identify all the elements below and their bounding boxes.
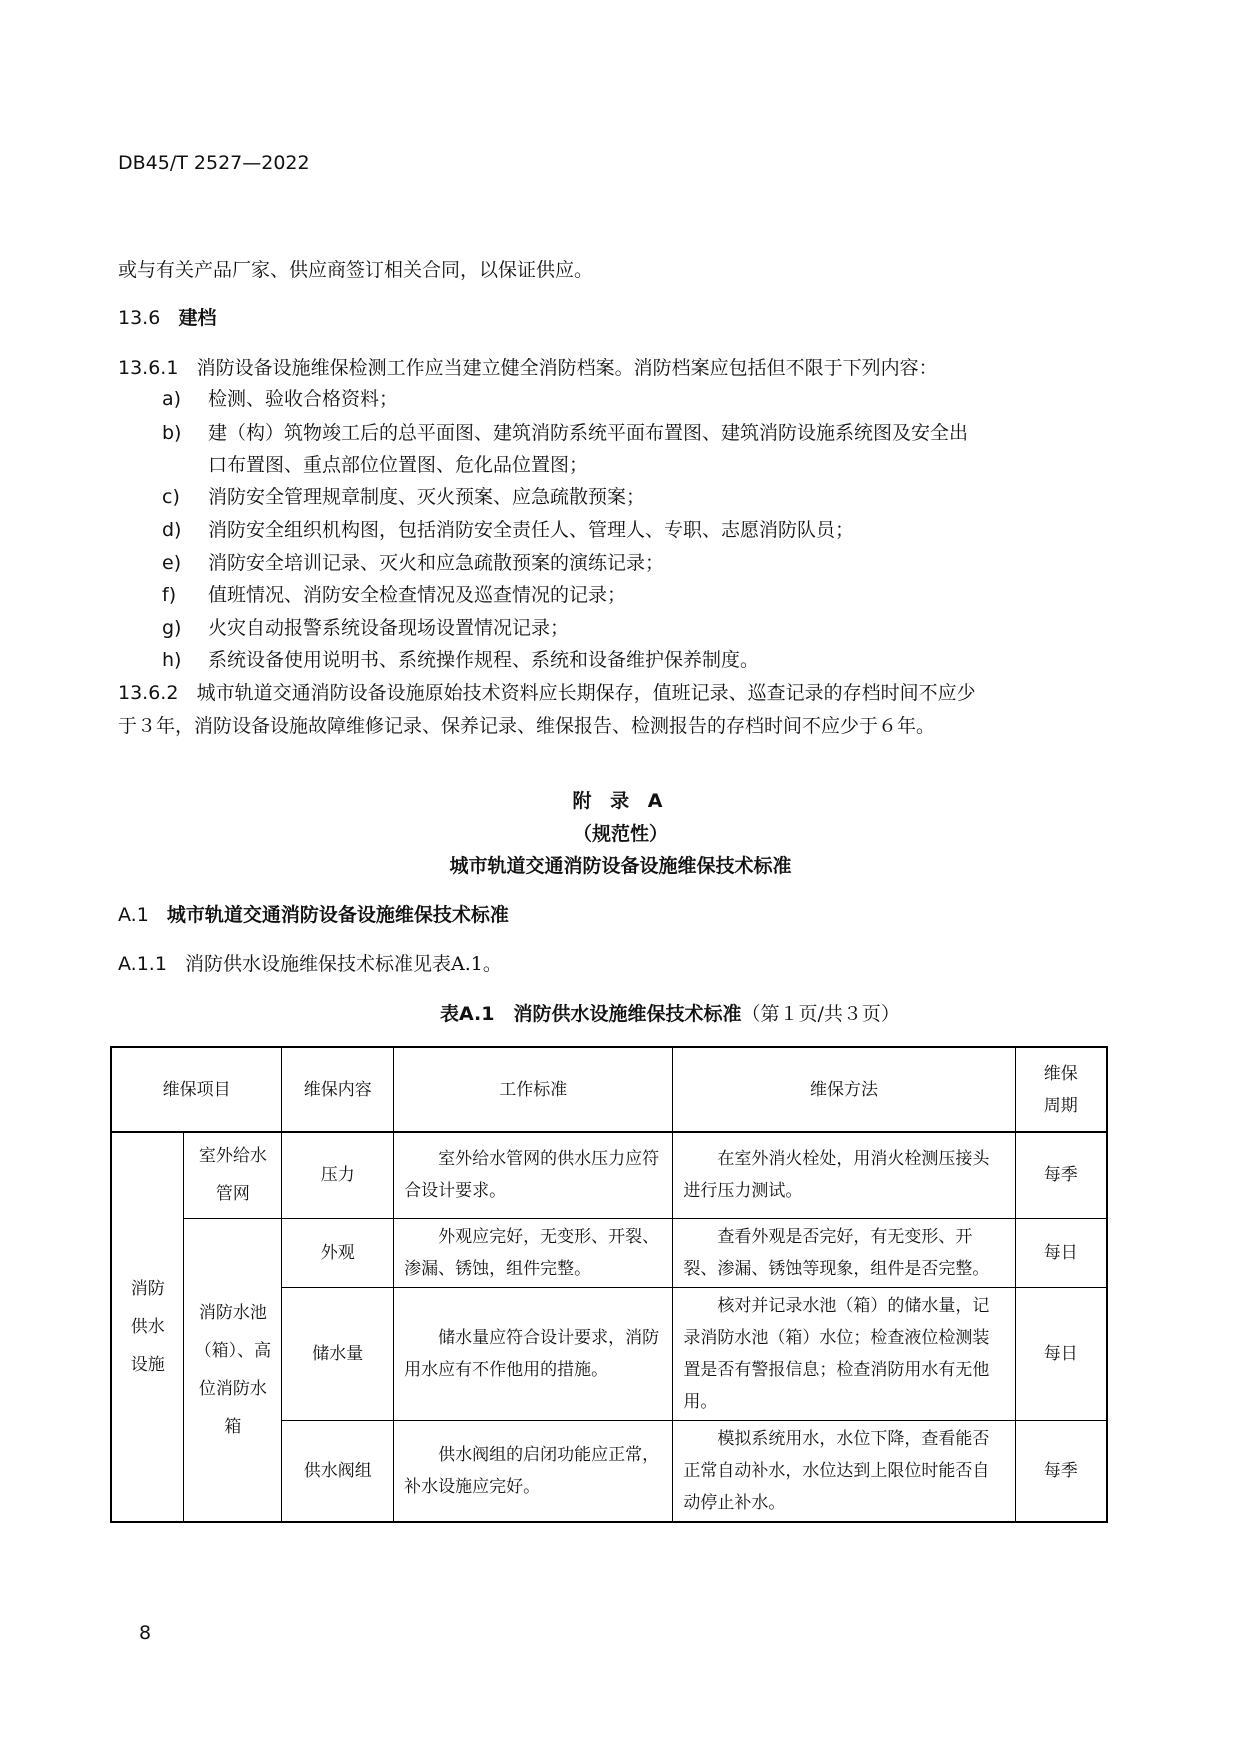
clause-number: 13.6.1 bbox=[118, 357, 179, 379]
caption-pages: （第１页/共３页） bbox=[741, 1003, 900, 1025]
header-cell: 维保项目 bbox=[111, 1047, 282, 1132]
header-cell: 工作标准 bbox=[394, 1047, 673, 1132]
caption-title: 表A.1 消防供水设施维保技术标准 bbox=[440, 1003, 742, 1025]
clause-13-6-1 bbox=[118, 356, 938, 380]
clause-text-cont: 于３年，消防设备设施故障维修记录、保养记录、维保报告、检测报告的存档时间不应少于６年。 bbox=[118, 715, 936, 737]
list-item bbox=[162, 616, 569, 640]
clause-number: A.1.1 bbox=[118, 953, 167, 975]
list-text: 消防安全培训记录、灭火和应急疏散预案的演练记录； bbox=[208, 552, 665, 574]
clause-13-6-2 bbox=[118, 681, 976, 705]
list-text-cont: 口布置图、重点部位位置图、危化品位置图； bbox=[208, 454, 589, 476]
appendix-name: 城市轨道交通消防设备设施维保技术标准 bbox=[449, 855, 792, 877]
content-cell: 压力 bbox=[282, 1132, 394, 1218]
section-number: 13.6 bbox=[118, 307, 161, 329]
table-row bbox=[111, 1218, 1107, 1287]
list-item bbox=[162, 421, 968, 445]
table-row bbox=[111, 1132, 1107, 1218]
header-cell: 维保周期 bbox=[1015, 1047, 1107, 1132]
list-marker: h) bbox=[162, 649, 182, 671]
method-cell: 模拟系统用水，水位下降，查看能否正常自动补水，水位达到上限位时能否自动停止补水。 bbox=[673, 1420, 1015, 1522]
table-caption bbox=[440, 1002, 900, 1026]
clause-text: 消防供水设施维保技术标准见表A.1。 bbox=[185, 953, 502, 975]
list-item bbox=[162, 387, 398, 411]
content-cell: 储水量 bbox=[282, 1287, 394, 1420]
clause-number: 13.6.2 bbox=[118, 682, 179, 704]
list-marker: a) bbox=[162, 388, 182, 410]
list-item bbox=[162, 583, 626, 607]
appendix-nature: （规范性） bbox=[572, 823, 668, 845]
list-marker: b) bbox=[162, 422, 182, 444]
section-title: 建档 bbox=[178, 307, 217, 329]
list-marker: g) bbox=[162, 617, 182, 639]
section-13-6-heading bbox=[118, 306, 216, 330]
list-item bbox=[162, 551, 664, 575]
list-marker: e) bbox=[162, 552, 182, 574]
table-header-row bbox=[111, 1047, 1107, 1132]
paragraph: 或与有关产品厂家、供应商签订相关合同，以保证供应。 bbox=[118, 259, 594, 281]
cycle-cell: 每季 bbox=[1015, 1420, 1107, 1522]
cycle-cell: 每日 bbox=[1015, 1218, 1107, 1287]
method-cell: 核对并记录水池（箱）的储水量，记录消防水池（箱）水位；检查液位检测装置是否有警报信息；检查消防用水有无他用。 bbox=[673, 1287, 1015, 1420]
standard-cell: 储水量应符合设计要求，消防用水应有不作他用的措施。 bbox=[394, 1287, 673, 1420]
list-text: 值班情况、消防安全检查情况及巡查情况的记录； bbox=[208, 584, 627, 606]
header-cell: 维保方法 bbox=[673, 1047, 1015, 1132]
group-cell: 消防供水设施 bbox=[111, 1132, 184, 1522]
list-text: 检测、验收合格资料； bbox=[208, 388, 399, 410]
list-marker: c) bbox=[162, 486, 180, 508]
content-cell: 供水阀组 bbox=[282, 1420, 394, 1522]
document-code: DB45/T 2527—2022 bbox=[118, 152, 310, 174]
section-title: 城市轨道交通消防设备设施维保技术标准 bbox=[166, 904, 509, 926]
clause-text: 城市轨道交通消防设备设施原始技术资料应长期保存，值班记录、巡查记录的存档时间不应少 bbox=[196, 682, 976, 704]
standard-cell: 外观应完好，无变形、开裂、渗漏、锈蚀，组件完整。 bbox=[394, 1218, 673, 1287]
list-text: 系统设备使用说明书、系统操作规程、系统和设备维护保养制度。 bbox=[208, 649, 760, 671]
header-cell: 维保内容 bbox=[282, 1047, 394, 1132]
cycle-cell: 每日 bbox=[1015, 1287, 1107, 1420]
list-marker: d) bbox=[162, 519, 182, 541]
list-text: 消防安全组织机构图，包括消防安全责任人、管理人、专职、志愿消防队员； bbox=[208, 519, 855, 541]
list-item bbox=[162, 485, 645, 509]
list-item bbox=[162, 648, 759, 672]
maintenance-table bbox=[110, 1046, 1108, 1523]
subgroup-cell: 室外给水管网 bbox=[184, 1132, 282, 1218]
clause-text: 消防设备设施维保检测工作应当建立健全消防档案。消防档案应包括但不限于下列内容： bbox=[196, 357, 938, 379]
standard-cell: 供水阀组的启闭功能应正常，补水设施应完好。 bbox=[394, 1420, 673, 1522]
list-text: 消防安全管理规章制度、灭火预案、应急疏散预案； bbox=[208, 486, 646, 508]
method-cell: 在室外消火栓处，用消火栓测压接头进行压力测试。 bbox=[673, 1132, 1015, 1218]
cycle-cell: 每季 bbox=[1015, 1132, 1107, 1218]
section-number: A.1 bbox=[118, 904, 149, 926]
list-item bbox=[162, 518, 854, 542]
subgroup-cell: 消防水池（箱）、高位消防水箱 bbox=[184, 1218, 282, 1522]
list-text: 建（构）筑物竣工后的总平面图、建筑消防系统平面布置图、建筑消防设施系统图及安全出 bbox=[208, 422, 969, 444]
list-text: 火灾自动报警系统设备现场设置情况记录； bbox=[208, 617, 570, 639]
content-cell: 外观 bbox=[282, 1218, 394, 1287]
list-marker: f) bbox=[162, 584, 177, 606]
method-cell: 查看外观是否完好，有无变形、开裂、渗漏、锈蚀等现象，组件是否完整。 bbox=[673, 1218, 1015, 1287]
clause-a-1-1 bbox=[118, 952, 502, 976]
appendix-title: 附 录 A bbox=[572, 790, 669, 812]
standard-cell: 室外给水管网的供水压力应符合设计要求。 bbox=[394, 1132, 673, 1218]
section-a1-heading bbox=[118, 903, 509, 927]
page-number: 8 bbox=[139, 1622, 152, 1644]
